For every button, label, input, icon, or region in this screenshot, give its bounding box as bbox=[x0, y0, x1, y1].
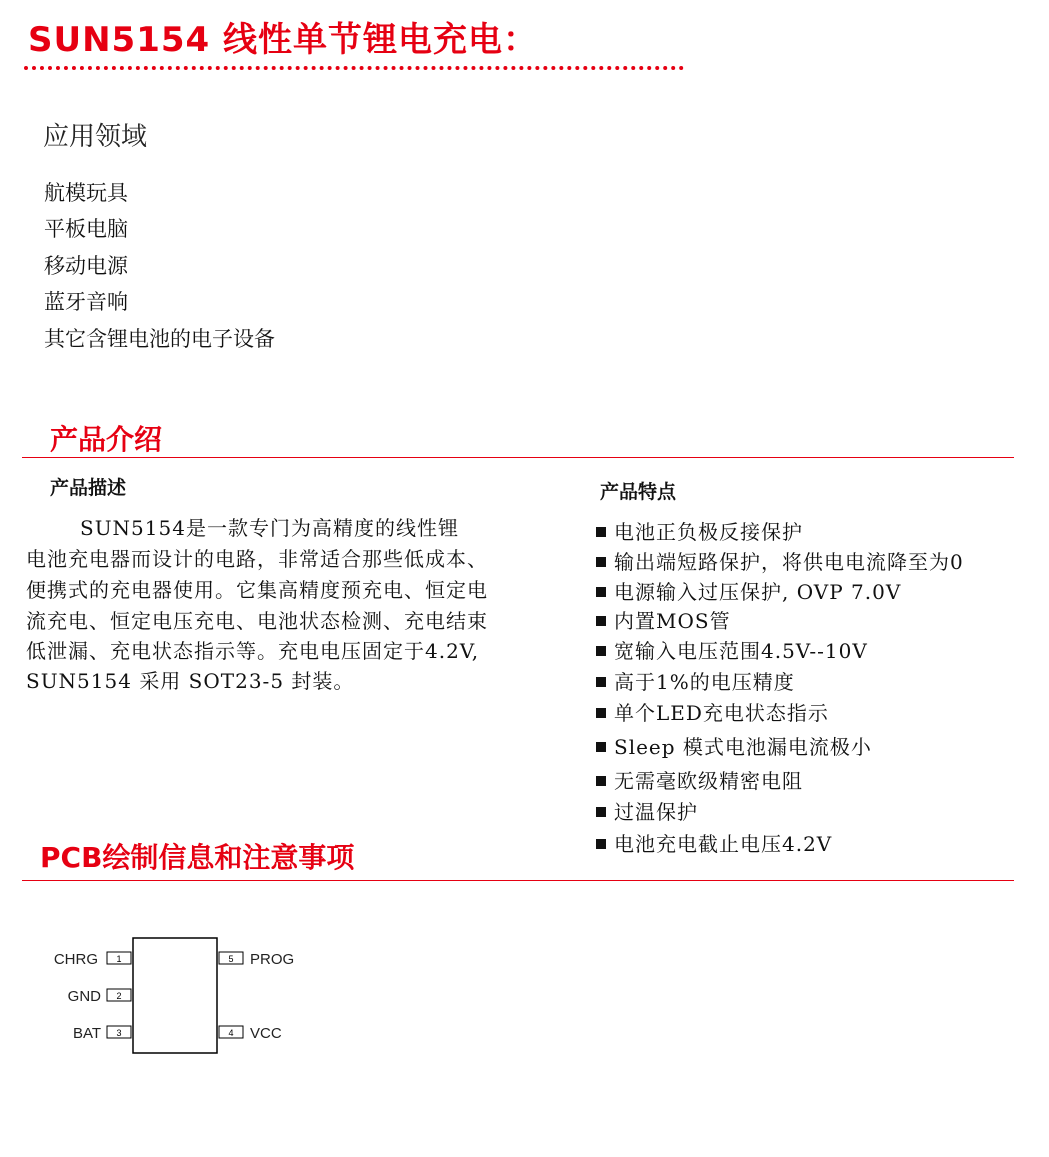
application-item: 蓝牙音响 bbox=[44, 290, 128, 314]
application-item: 移动电源 bbox=[44, 254, 128, 278]
pin-5-number: 5 bbox=[228, 954, 234, 964]
application-item: 其它含锂电池的电子设备 bbox=[44, 327, 275, 351]
title-dotted-divider bbox=[24, 66, 684, 70]
feature-item: 电池正负极反接保护 bbox=[596, 516, 803, 545]
feature-item: Sleep 模式电池漏电流极小 bbox=[596, 731, 872, 760]
pin-2-label: GND bbox=[67, 988, 101, 1005]
feature-item: 内置MOS管 bbox=[596, 605, 731, 634]
feature-item: 无需毫欧级精密电阻 bbox=[596, 765, 803, 794]
bullet-square-icon bbox=[596, 807, 606, 817]
description-line: 流充电、恒定电压充电、电池状态检测、充电结束 bbox=[26, 609, 488, 633]
bullet-square-icon bbox=[596, 646, 606, 656]
page-title: SUN5154 线性单节锂电充电： bbox=[28, 20, 539, 60]
pin-1-label: CHRG bbox=[53, 951, 98, 968]
pin-5-label: PROG bbox=[250, 951, 295, 968]
bullet-square-icon bbox=[596, 776, 606, 786]
bullet-square-icon bbox=[596, 587, 606, 597]
description-line: SUN5154 采用 SOT23-5 封装。 bbox=[26, 669, 355, 693]
bullet-square-icon bbox=[596, 742, 606, 752]
product-intro-title: 产品介绍 bbox=[50, 423, 163, 456]
pin-1-number: 1 bbox=[116, 954, 122, 964]
pin-4-number: 4 bbox=[228, 1028, 234, 1038]
description-line: 低泄漏、充电状态指示等。充电电压固定于4.2V, bbox=[26, 639, 480, 663]
bullet-square-icon bbox=[596, 677, 606, 687]
feature-item: 单个LED充电状态指示 bbox=[596, 697, 829, 726]
product-intro-divider bbox=[22, 457, 1014, 458]
applications-heading: 应用领域 bbox=[43, 122, 148, 152]
chip-body bbox=[133, 938, 217, 1053]
application-item: 航模玩具 bbox=[44, 181, 128, 205]
pin-2-number: 2 bbox=[116, 991, 122, 1001]
bullet-square-icon bbox=[596, 527, 606, 537]
pcb-section-title: PCB绘制信息和注意事项 bbox=[40, 841, 355, 874]
chip-pinout-diagram bbox=[40, 930, 320, 1060]
description-heading: 产品描述 bbox=[50, 477, 127, 499]
feature-item: 电池充电截止电压4.2V bbox=[596, 828, 832, 857]
pin-4-label: VCC bbox=[250, 1025, 282, 1042]
description-line: SUN5154是一款专门为高精度的线性锂 bbox=[80, 516, 459, 540]
bullet-square-icon bbox=[596, 557, 606, 567]
bullet-square-icon bbox=[596, 616, 606, 626]
feature-item: 过温保护 bbox=[596, 796, 698, 825]
description-line: 电池充电器而设计的电路，非常适合那些低成本、 bbox=[26, 547, 488, 571]
feature-item: 电源输入过压保护, OVP 7.0V bbox=[596, 576, 901, 605]
pcb-section-divider bbox=[22, 880, 1014, 881]
description-line: 便携式的充电器使用。它集高精度预充电、恒定电 bbox=[26, 578, 488, 602]
application-item: 平板电脑 bbox=[44, 217, 128, 241]
bullet-square-icon bbox=[596, 839, 606, 849]
features-heading: 产品特点 bbox=[600, 481, 677, 503]
feature-item: 宽输入电压范围4.5V--10V bbox=[596, 635, 868, 664]
pin-3-number: 3 bbox=[116, 1028, 122, 1038]
bullet-square-icon bbox=[596, 708, 606, 718]
pin-3-label: BAT bbox=[72, 1025, 101, 1042]
feature-item: 输出端短路保护，将供电电流降至为0 bbox=[596, 546, 964, 575]
feature-item: 高于1%的电压精度 bbox=[596, 666, 795, 695]
